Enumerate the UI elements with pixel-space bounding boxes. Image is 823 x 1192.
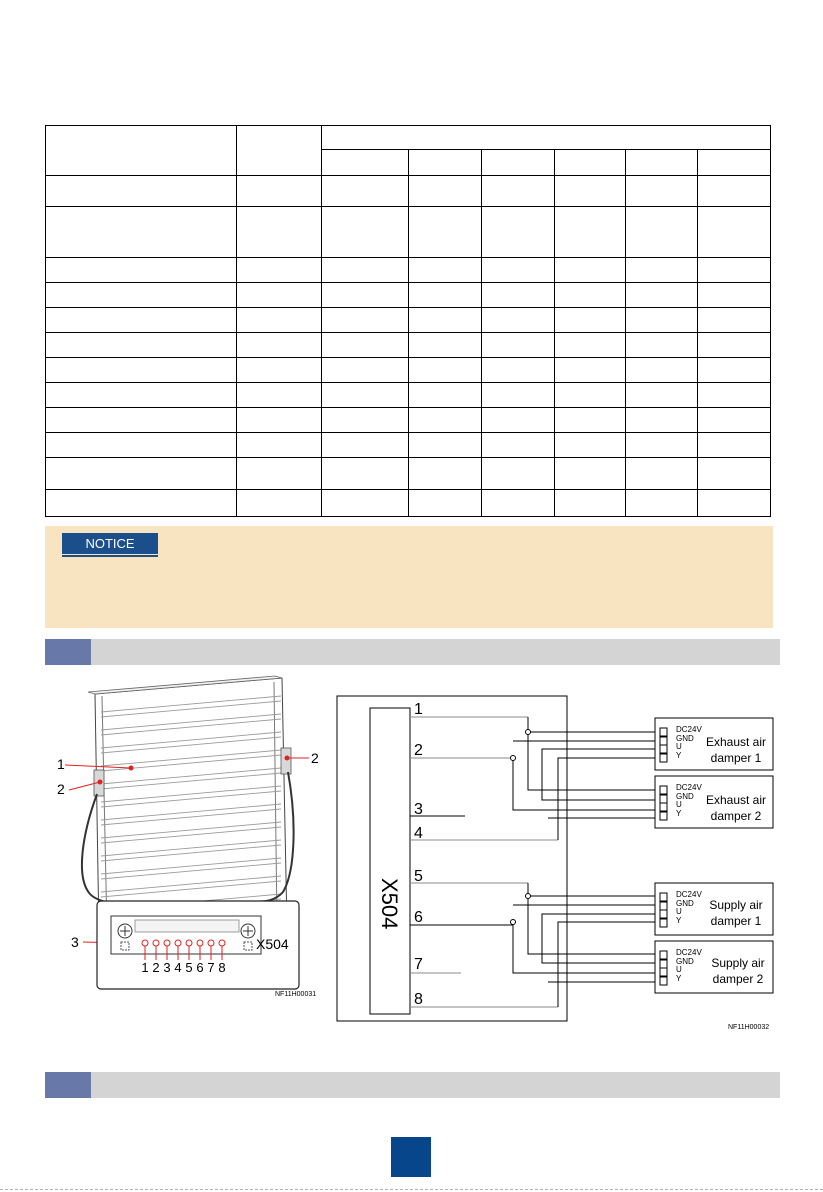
svg-text:Y: Y [676,916,682,925]
callout-2-left: 2 [57,781,65,797]
pin-number: 6 [196,960,204,975]
table-header-cell [698,150,771,176]
damper-label: Exhaust air [705,793,767,807]
table-row [46,490,771,517]
svg-text:U: U [676,907,682,916]
damper-label: Supply air [709,898,763,912]
table-row [46,258,771,283]
svg-text:GND: GND [676,792,694,801]
damper-label: damper 1 [710,751,762,765]
svg-text:U: U [676,800,682,809]
damper-label: damper 2 [710,809,762,823]
table-row [46,176,771,207]
table-row [46,308,771,333]
pin-number: 8 [414,991,423,1008]
table-row [46,283,771,308]
table-row [46,207,771,258]
damper-illustration [45,672,335,1007]
damper-label: damper 2 [712,972,764,986]
pin-number: 4 [174,960,182,975]
page-number [391,1137,431,1177]
table-header-cell [322,126,771,150]
pin-number: 6 [414,909,423,926]
table-row [46,408,771,433]
terminal-block-label: X504 [377,878,402,930]
svg-text:DC24V: DC24V [676,890,702,899]
damper-label: Exhaust air [705,735,767,749]
table-header-cell [237,126,322,176]
pin-number: 7 [414,956,423,973]
callout-1: 1 [57,756,65,772]
svg-text:DC24V: DC24V [676,725,702,734]
callout-3: 3 [71,934,79,950]
figure-id: NF11H00032 [728,1024,770,1031]
notice-badge: NOTICE [62,533,158,554]
svg-text:U: U [676,742,682,751]
figure-id: NF11H00031 [275,991,317,998]
table-header-cell [626,150,698,176]
table-row [46,383,771,408]
pin-number: 8 [218,960,226,975]
table-header-cell [322,150,409,176]
table-row [46,433,771,458]
wiring-diagram [330,690,790,1040]
svg-text:GND: GND [676,734,694,743]
callout-2-right: 2 [311,750,319,766]
table-header-cell [46,126,237,176]
damper-label: damper 1 [710,914,762,928]
table-header-cell [482,150,555,176]
pin-number: 4 [414,825,423,842]
pin-number: 5 [414,868,423,885]
notice-box [45,526,773,628]
svg-text:GND: GND [676,957,694,966]
section-bar [45,639,780,665]
table-row [46,333,771,358]
footer-divider [0,1189,823,1190]
pin-number: 7 [207,960,215,975]
parameter-table [45,125,771,517]
table-header-cell [555,150,626,176]
svg-text:Y: Y [676,809,682,818]
table-row [46,458,771,490]
pin-number: 1 [141,960,149,975]
pin-number: 2 [414,742,423,759]
svg-text:GND: GND [676,899,694,908]
connector-label: X504 [256,936,289,952]
svg-text:Y: Y [676,974,682,983]
section-bar [45,1072,780,1098]
table-row [46,358,771,383]
pin-number: 1 [414,701,423,718]
section-number [45,1072,91,1098]
pin-number: 2 [152,960,160,975]
svg-text:DC24V: DC24V [676,948,702,957]
right-actuator [281,748,291,774]
section-number [45,639,91,665]
svg-text:DC24V: DC24V [676,783,702,792]
table-header-cell [409,150,482,176]
svg-text:U: U [676,965,682,974]
notice-underline [62,555,158,557]
pin-number: 5 [185,960,193,975]
svg-text:Y: Y [676,751,682,760]
terminal-block [370,708,410,1014]
pin-number: 3 [414,801,423,818]
pin-number: 3 [163,960,171,975]
damper-label: Supply air [711,956,765,970]
